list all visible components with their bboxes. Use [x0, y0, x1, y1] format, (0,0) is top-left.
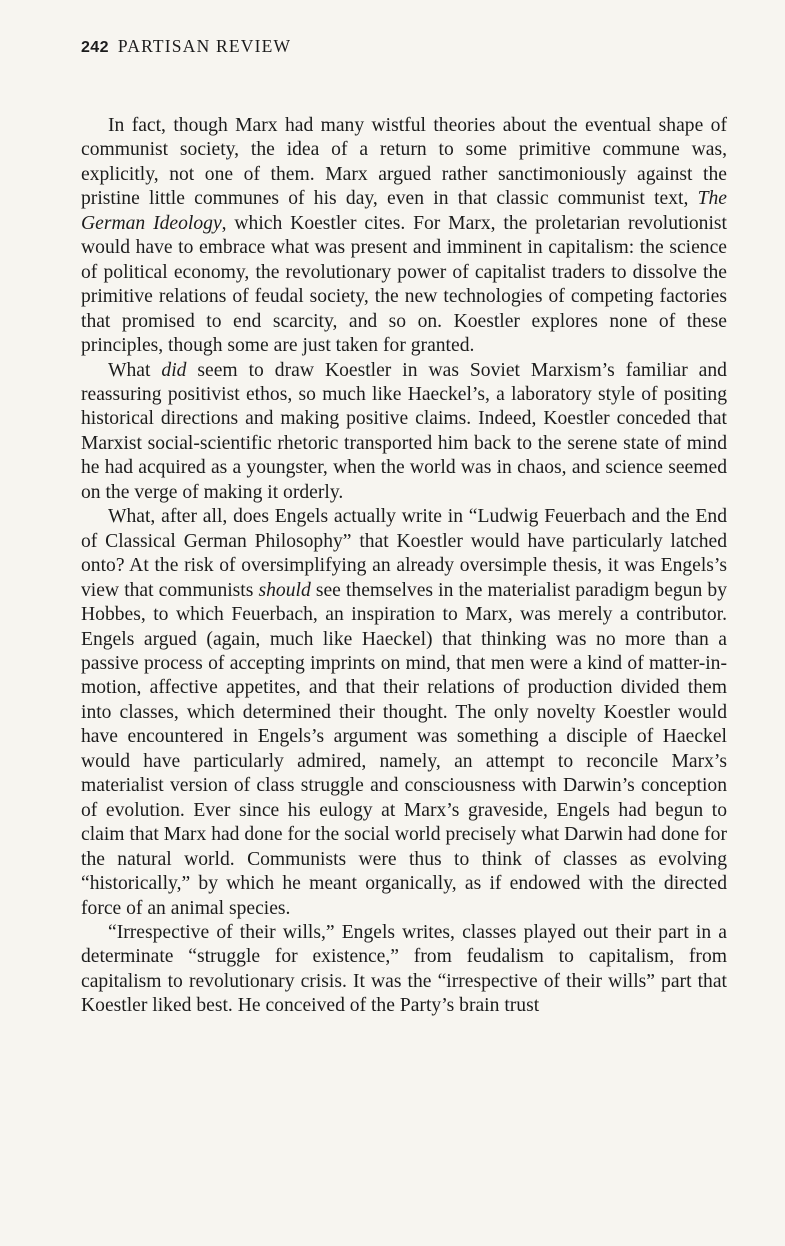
text-segment: What, after all, does Engels actually write in “Ludwig Feuerbach and the End of Classical German Philosophy” that Koestler would have particularly latched onto? At the risk of oversimplifying an already oversimple thesis, it was Engels’s view that communists [81, 506, 727, 601]
text-segment: see themselves in the materialist paradigm begun by Hobbes, to which Feuerbach, an inspiration to Marx, was merely a contributor. Engels argued (again, much like Haeckel) that thinking was no more than a passive process of accepting imprints on mind, that men were a kind of matter-in-motion, affective appetites, and that their relations of production divided them into classes, which determined their thought. The only novelty Koestler would have encountered in Engels’s argument was something a disciple of Haeckel would have particularly admired, namely, an attempt to reconcile Marx’s materialist version of class struggle and consciousness with Darwin’s conception of evolution. Ever since his eulogy at Marx’s graveside, Engels had begun to claim that Marx had done for the social world precisely what Darwin had done for the natural world. Communists were thus to think of classes as evolving “historically,” by which he meant organically, as if endowed with the directed force of an animal species. [81, 579, 727, 919]
paragraph-3 [81, 505, 727, 921]
book-title-italic: The German Ideology [81, 188, 727, 234]
emphasis-italic: should [258, 579, 311, 601]
body-text [81, 114, 727, 1019]
paragraph-1 [81, 114, 727, 359]
text-segment: In fact, though Marx had many wistful theories about the eventual shape of communist society, the idea of a return to some primitive commune was, explicitly, not one of them. Marx argued rather sanctimoniously against the pristine little communes of his day, even in that classic communist text, [81, 115, 727, 210]
text-segment: “Irrespective of their wills,” Engels writes, classes played out their part in a determinate “struggle for existence,” from feudalism to capitalism, from capitalism to revolutionary crisis. It was the “irrespective of their wills” part that Koestler liked best. He conceived of the Party’s brain trust [81, 921, 727, 1017]
text-segment: What [108, 359, 162, 381]
journal-title: PARTISAN REVIEW [117, 36, 292, 56]
text-segment: seem to draw Koestler in was Soviet Marxism’s familiar and reassuring positivist ethos, so much like Haeckel’s, a laboratory style of positing historical directions and making positive claims. Indeed, Koestler conceded that Marxist social-scientific rhetoric transported him back to the serene state of mind he had acquired as a youngster, when the world was in chaos, and science seemed on the verge of making it orderly. [81, 359, 727, 503]
running-header [81, 36, 291, 57]
emphasis-italic: did [161, 359, 187, 381]
text-segment: , which Koestler cites. For Marx, the proletarian revolutionist would have to embrace what was present and imminent in capitalism: the science of political economy, the revolutionary power of capitalist traders to dissolve the primitive relations of feudal society, the new technologies of competing factories that promised to end scarcity, and so on. Koestler explores none of these principles, though some are just taken for granted. [81, 212, 727, 357]
page-number: 242 [81, 39, 109, 56]
paragraph-4 [81, 921, 727, 1019]
paragraph-2 [81, 359, 727, 506]
